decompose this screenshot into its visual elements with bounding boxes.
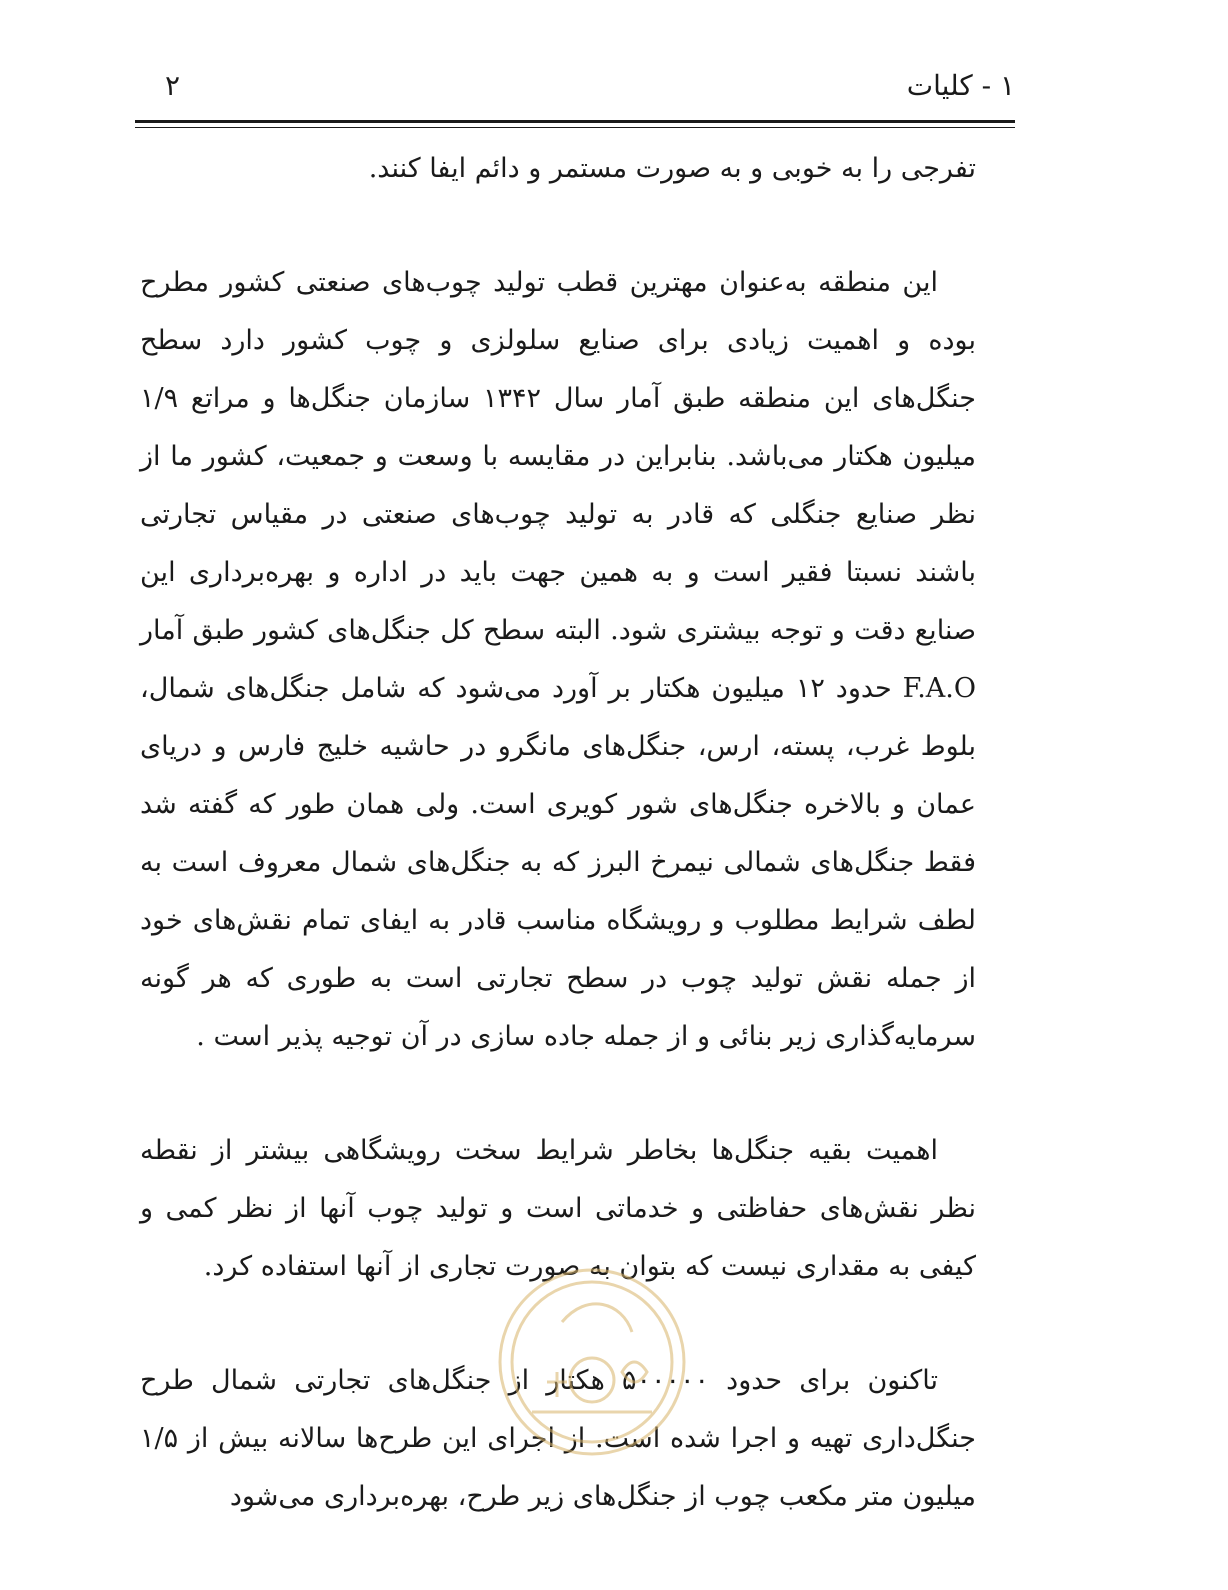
- chapter-title: ۱ - کلیات: [906, 69, 1015, 102]
- paragraph-gap: [140, 1296, 976, 1352]
- header-rule-thin: [135, 127, 1015, 128]
- paragraph-continuation: تفرجی را به خوبی و به صورت مستمر و دائم ایفا کنند.: [368, 153, 976, 184]
- header-rule-thick: [135, 120, 1015, 123]
- paragraph-gap: [140, 1066, 976, 1122]
- paragraph-forestry-plans: تاکنون برای حدود ۵۰۰۰۰۰ هکتار از جنگل‌های تجارتی شمال طرح جنگل‌داری تهیه و اجرا شده است. از اجرای این طرح‌ها سالانه بیش از ۱/۵ میلیون متر مکعب چوب از جنگل‌های زیر طرح، بهره‌برداری می‌شود: [140, 1365, 976, 1512]
- paragraph-gap: [140, 198, 976, 254]
- paragraph-forest-region: این منطقه به‌عنوان مهترین قطب تولید چوب‌های صنعتی کشور مطرح بوده و اهمیت زیادی برای صنایع سلولزی و چوب کشور دارد سطح جنگل‌های این منطقه طبق آمار سال ۱۳۴۲ سازمان جنگل‌ها و مراتع ۱/۹ میلیون هکتار می‌باشد. بنابراین در مقایسه با وسعت و جمعیت، کشور ما از نظر صنایع جنگلی که قادر به تولید چوب‌های صنعتی در مقیاس تجارتی باشند نسبتا فقیر است و به همین جهت باید در اداره و بهره‌برداری این صنایع دقت و توجه بیشتری شود. البته سطح کل جنگل‌های کشور طبق آمار F.A.O حدود ۱۲ میلیون هکتار بر آورد می‌شود که شامل جنگل‌های شمال، بلوط غرب، پسته، ارس، جنگل‌های مانگرو در حاشیه خلیج فارس و دریای عمان و بالاخره جنگل‌های شور کویری است. ولی همان طور که گفته شد فقط جنگل‌های شمالی نیمرخ البرز که به جنگل‌های شمال معروف است به لطف شرایط مطلوب و رویشگاه مناسب قادر به ایفای تمام نقش‌های خود از جمله نقش تولید چوب در سطح تجارتی است به طوری که هر گونه سرمایه‌گذاری زیر بنائی و از جمله جاده سازی در آن توجیه پذیر است .: [140, 267, 976, 1052]
- page-header: [135, 66, 1015, 110]
- paragraph-other-forests: اهمیت بقیه جنگل‌ها بخاطر شرایط سخت رویشگاهی بیشتر از نقطه نظر نقش‌های حفاظتی و خدماتی است و تولید چوب آنها از نظر کمی و کیفی به مقداری نیست که بتوان به صورت تجاری از آنها استفاده کرد.: [140, 1135, 976, 1282]
- page-number: ۲: [165, 69, 181, 102]
- body-text: [140, 140, 976, 1526]
